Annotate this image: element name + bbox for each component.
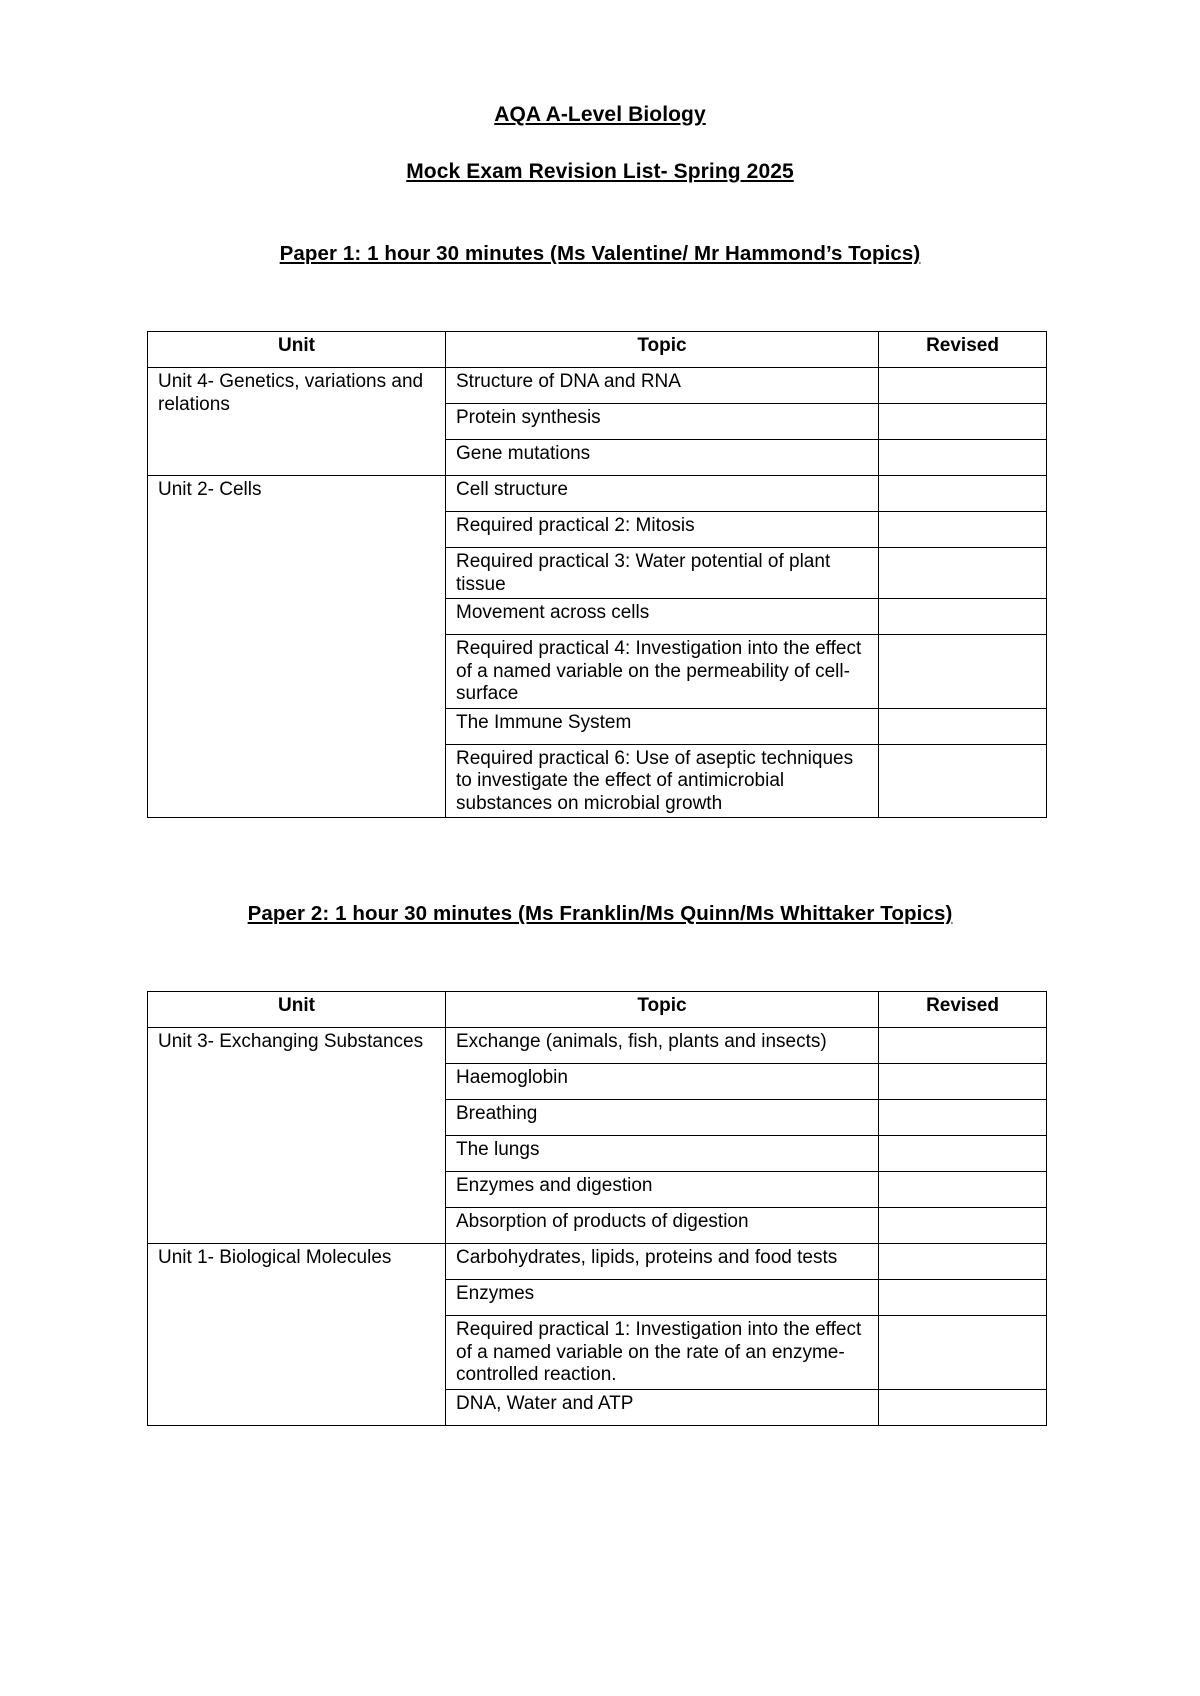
revised-column-header: Revised [879,992,1047,1028]
table-header-row [148,332,1047,368]
topic-cell: Enzymes and digestion [446,1172,879,1208]
unit-cell: Unit 2- Cells [148,476,446,818]
topic-cell: Required practical 2: Mitosis [446,512,879,548]
paper2-heading: Paper 2: 1 hour 30 minutes (Ms Franklin/Ms Quinn/Ms Whittaker Topics) [247,902,953,925]
topic-cell: DNA, Water and ATP [446,1389,879,1425]
topic-cell: Gene mutations [446,440,879,476]
unit-column-header: Unit [148,332,446,368]
topic-cell: Cell structure [446,476,879,512]
topic-cell: Breathing [446,1100,879,1136]
document-title: AQA A-Level Biology [494,103,706,126]
revised-checkbox-cell[interactable] [879,1316,1047,1390]
revised-checkbox-cell[interactable] [879,512,1047,548]
revised-checkbox-cell[interactable] [879,1100,1047,1136]
revised-column-header: Revised [879,332,1047,368]
revised-checkbox-cell[interactable] [879,368,1047,404]
unit-cell: Unit 4- Genetics, variations and relations [148,368,446,476]
revised-checkbox-cell[interactable] [879,1064,1047,1100]
topic-cell: Required practical 6: Use of aseptic techniques to investigate the effect of antimicrobial substances on microbial growth [446,744,879,818]
revised-checkbox-cell[interactable] [879,440,1047,476]
table-row [148,476,1047,512]
revised-checkbox-cell[interactable] [879,1280,1047,1316]
topic-cell: Exchange (animals, fish, plants and insects) [446,1028,879,1064]
revised-checkbox-cell[interactable] [879,1172,1047,1208]
unit-cell: Unit 3- Exchanging Substances [148,1028,446,1244]
revised-checkbox-cell[interactable] [879,1136,1047,1172]
topic-cell: Protein synthesis [446,404,879,440]
topic-cell: Carbohydrates, lipids, proteins and food tests [446,1244,879,1280]
topic-cell: Required practical 1: Investigation into the effect of a named variable on the rate of an enzyme-controlled reaction. [446,1316,879,1390]
table-row [148,368,1047,404]
revised-checkbox-cell[interactable] [879,1389,1047,1425]
revised-checkbox-cell[interactable] [879,548,1047,599]
table-row [148,1244,1047,1280]
paper2-table [147,991,1047,1426]
topic-cell: Required practical 4: Investigation into the effect of a named variable on the permeability of cell-surface [446,635,879,709]
revised-checkbox-cell[interactable] [879,1244,1047,1280]
revised-checkbox-cell[interactable] [879,404,1047,440]
revised-checkbox-cell[interactable] [879,708,1047,744]
table-row [148,1028,1047,1064]
topic-cell: Absorption of products of digestion [446,1208,879,1244]
revised-checkbox-cell[interactable] [879,635,1047,709]
document-subtitle: Mock Exam Revision List- Spring 2025 [406,160,794,183]
revised-checkbox-cell[interactable] [879,599,1047,635]
topic-column-header: Topic [446,992,879,1028]
unit-cell: Unit 1- Biological Molecules [148,1244,446,1426]
unit-column-header: Unit [148,992,446,1028]
topic-cell: Required practical 3: Water potential of plant tissue [446,548,879,599]
topic-cell: The Immune System [446,708,879,744]
paper1-table [147,331,1047,818]
topic-cell: The lungs [446,1136,879,1172]
table-header-row [148,992,1047,1028]
revised-checkbox-cell[interactable] [879,744,1047,818]
paper1-heading: Paper 1: 1 hour 30 minutes (Ms Valentine/ Mr Hammond’s Topics) [279,242,921,265]
topic-cell: Enzymes [446,1280,879,1316]
revised-checkbox-cell[interactable] [879,1028,1047,1064]
revised-checkbox-cell[interactable] [879,476,1047,512]
topic-cell: Structure of DNA and RNA [446,368,879,404]
topic-cell: Haemoglobin [446,1064,879,1100]
topic-cell: Movement across cells [446,599,879,635]
revised-checkbox-cell[interactable] [879,1208,1047,1244]
topic-column-header: Topic [446,332,879,368]
